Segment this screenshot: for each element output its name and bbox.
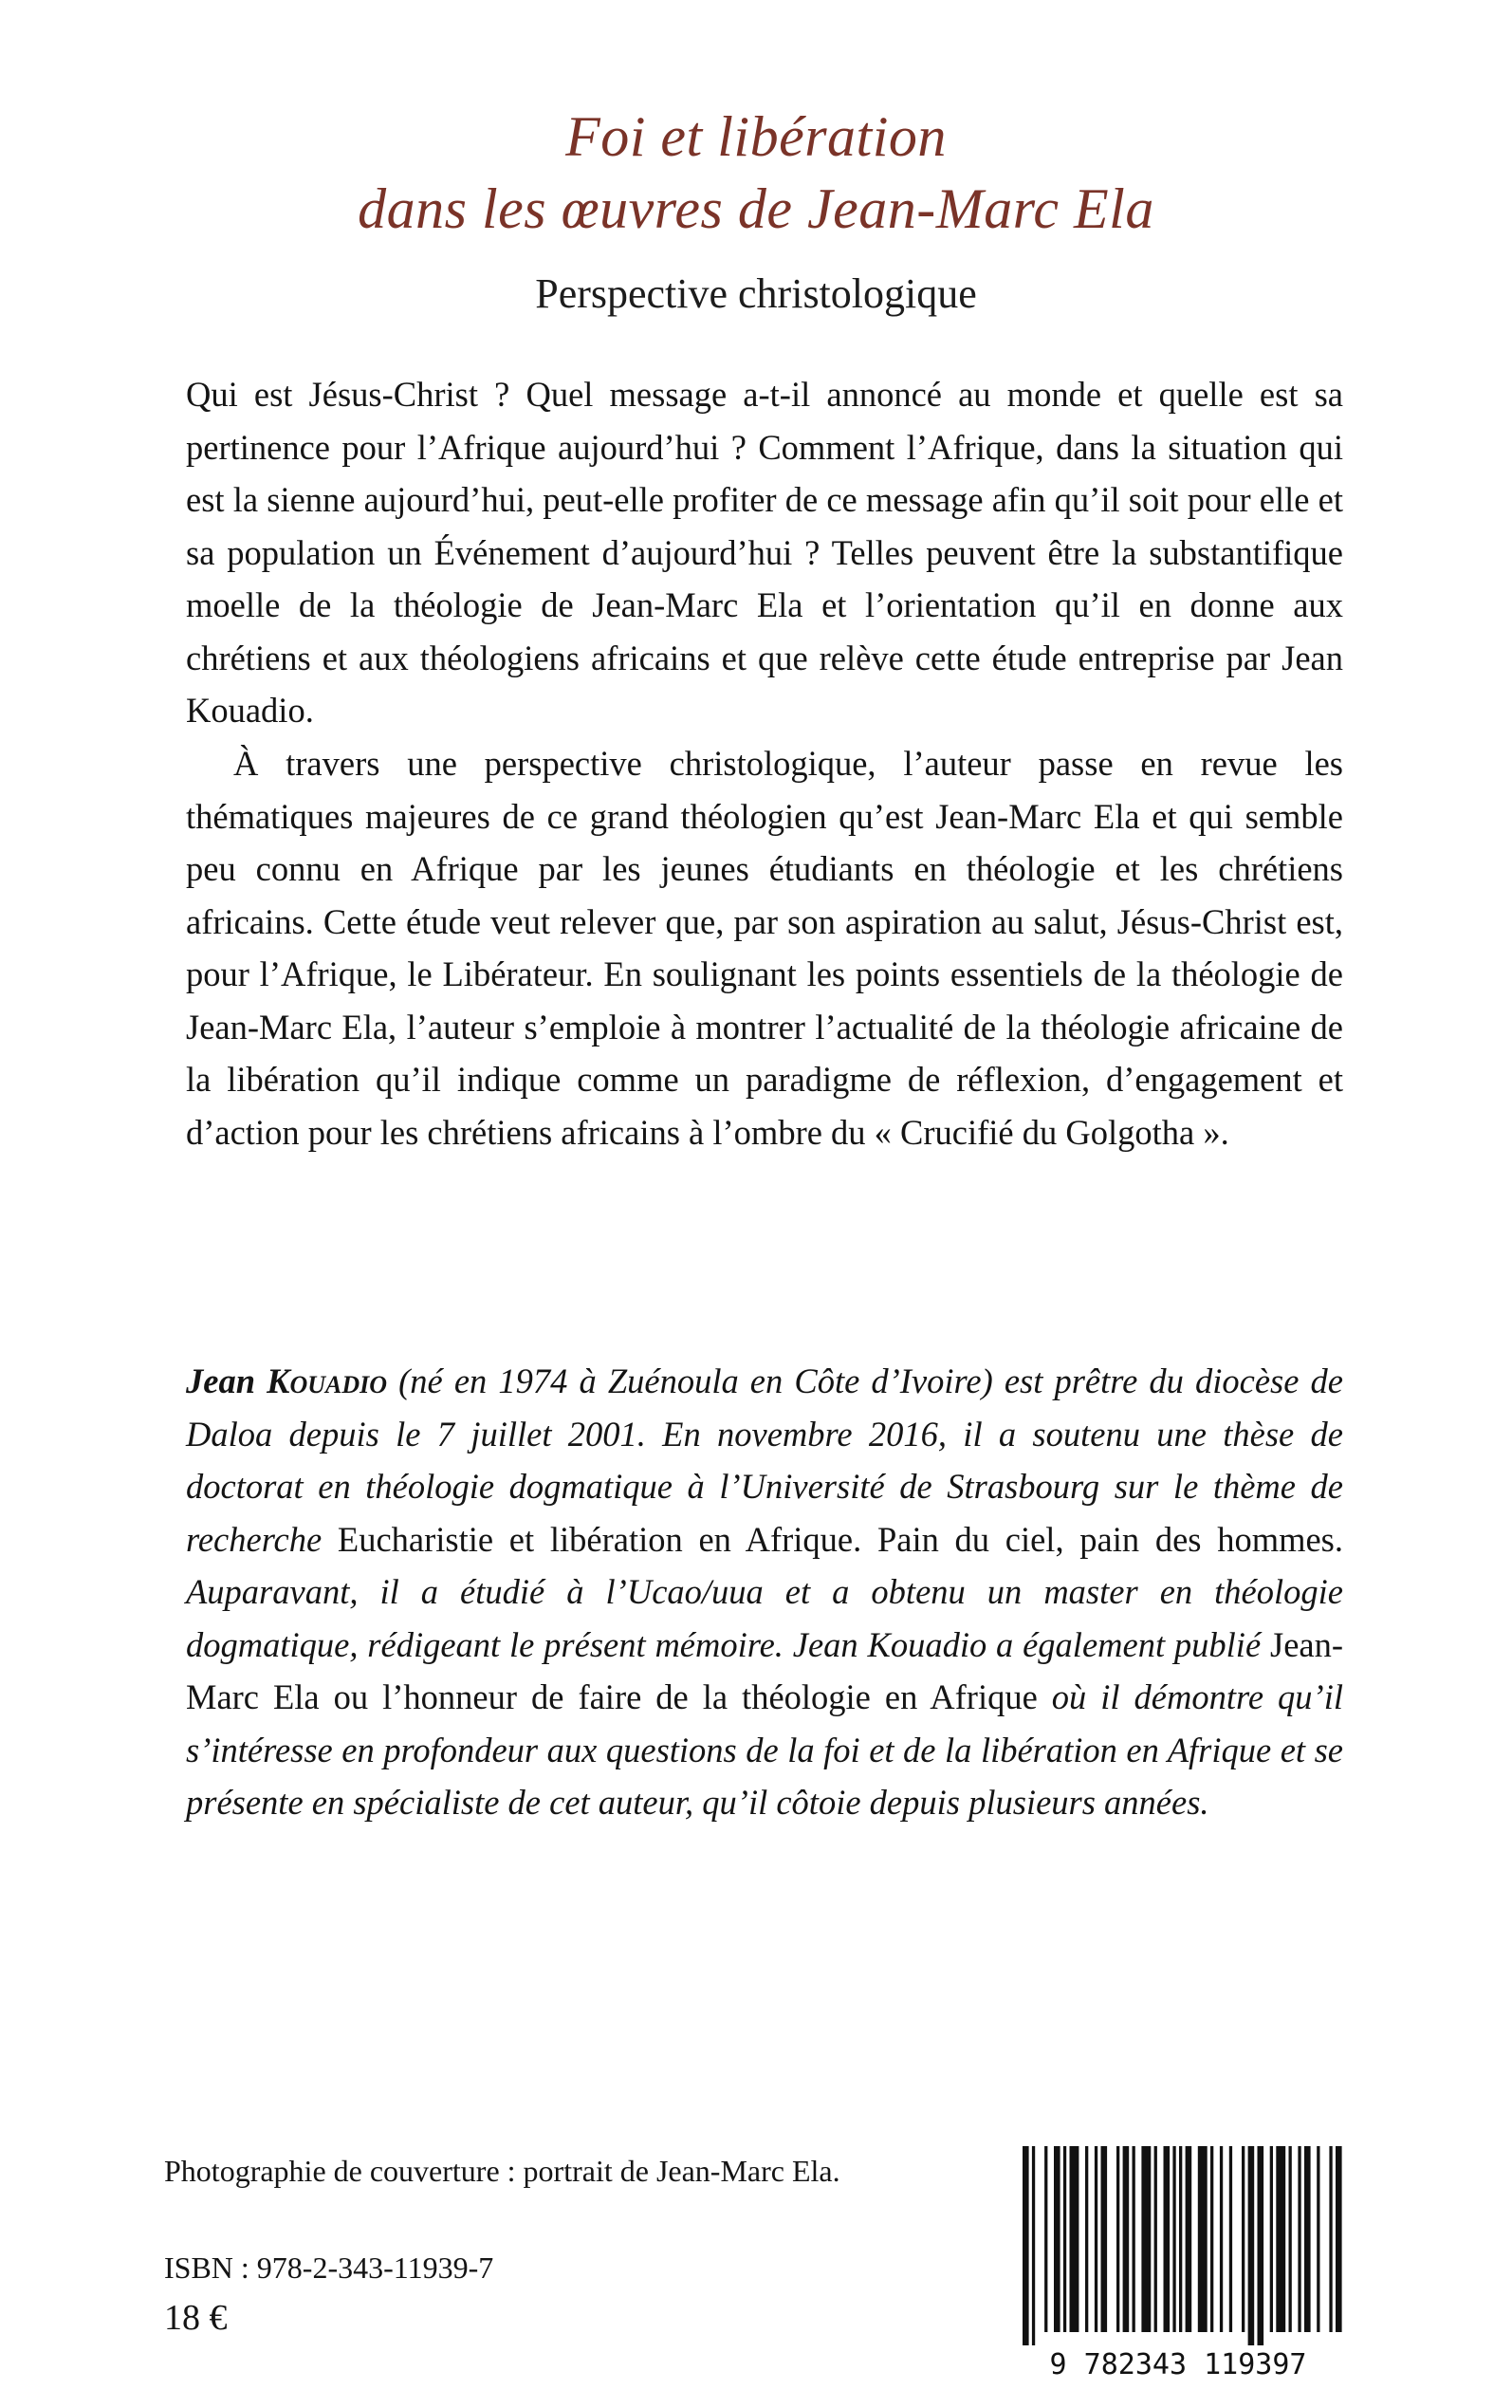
author-first-name: Jean: [186, 1361, 255, 1400]
barcode-bar: [1063, 2146, 1066, 2332]
title-line-2: dans les œuvres de Jean-Marc Ela: [358, 177, 1154, 240]
barcode-bar: [1095, 2146, 1097, 2332]
barcode-bar: [1289, 2146, 1292, 2332]
summary-text-1: Qui est Jésus-Christ ? Quel message a-t-il annoncé au monde et quelle est sa pertinence pour l’Afrique aujourd’hui ? Comment l’Afrique, dans la situation qui est la sienne aujourd’hui, peut-elle profiter de ce message afin qu’il soit pour elle et sa population un Événement d’aujourd’hui ? Telles peuvent être la substantifique moelle de la théologie de Jean-Marc Ela et l’orientation qu’il en donne aux chrétiens et aux théologiens africains et que relève cette étude entreprise par Jean Kouadio.: [186, 375, 1343, 730]
bio-book-title-2: Jean-Marc Ela ou l’honneur de faire de la théologie en Afrique: [186, 1624, 1343, 1716]
title-line-1: Foi et libération: [565, 105, 947, 168]
summary-paragraph-2: [186, 737, 1343, 1158]
barcode-bar: [1276, 2146, 1285, 2332]
barcode-bar: [1154, 2146, 1157, 2332]
barcode-bar: [1179, 2146, 1182, 2332]
barcode-bar: [1032, 2146, 1035, 2345]
barcode-bar: [1054, 2146, 1060, 2332]
barcode-bar: [1317, 2146, 1319, 2332]
barcode-bar: [1229, 2146, 1232, 2332]
isbn: ISBN : 978-2-343-11939-7: [164, 2251, 494, 2285]
barcode-bar: [1210, 2146, 1213, 2332]
barcode-bar: [1198, 2146, 1208, 2332]
barcode-bar: [1220, 2146, 1223, 2332]
barcode-bar: [1298, 2146, 1300, 2332]
price: 18 €: [164, 2298, 228, 2338]
barcode-bar: [1164, 2146, 1171, 2332]
barcode-bar: [1141, 2146, 1151, 2332]
barcode-bar: [1304, 2146, 1311, 2332]
barcode-bar: [1023, 2146, 1029, 2345]
barcode-bar: [1329, 2146, 1332, 2332]
barcode-bar: [1116, 2146, 1119, 2332]
barcode-bar: [1248, 2146, 1255, 2345]
bio-text-2: Auparavant, il a étudié à l’Ucao/uua et a obtenu un master en théologie dogmatique, rédigeant le présent mémoire. Jean Kouadio a également publié: [186, 1572, 1343, 1664]
summary-text-2: À travers une perspective christologique, l’auteur passe en revue les thématiques majeures de ce grand théologien qu’est Jean-Marc Ela et qui semble peu connu en Afrique par les jeunes étudiants en théologie et les chrétiens africains. Cette étude veut relever que, par son aspiration au salut, Jésus-Christ est, pour l’Afrique, le Libérateur. En soulignant les points essentiels de la théologie de Jean-Marc Ela, l’auteur s’emploie à montrer l’actualité de la théologie africaine de la libération qu’il indique comme un paradigme de réflexion, d’engagement et d’action pour les chrétiens africains à l’ombre du « Crucifié du Golgotha ».: [186, 744, 1343, 1152]
summary-paragraph-1: [186, 368, 1343, 737]
barcode-bar: [1133, 2146, 1135, 2332]
barcode-digits: 9 782343 119397: [1049, 2348, 1307, 2381]
author-last-name: Kouadio: [267, 1361, 388, 1400]
barcode-bar: [1258, 2146, 1264, 2345]
barcode-bar: [1044, 2146, 1047, 2332]
bio-book-title-1: Eucharistie et libération en Afrique. Pain du ciel, pain des hommes.: [337, 1519, 1344, 1559]
author-bio: [186, 1355, 1343, 1829]
subtitle: Perspective christologique: [535, 270, 977, 317]
barcode-bar: [1070, 2146, 1079, 2332]
photo-credit: Photographie de couverture : portrait de Jean-Marc Ela.: [164, 2154, 840, 2188]
bio-text-1: (né en 1974 à Zuénoula en Côte d’Ivoire) est prêtre du diocèse de Daloa depuis le 7 juillet 2001. En novembre 2016, il a soutenu une thèse de doctorat en théologie dogmatique à l’Université de Strasbourg sur le thème de recherche: [186, 1361, 1344, 1559]
barcode-bar: [1336, 2146, 1342, 2332]
barcode: [1005, 2144, 1352, 2381]
bio-text-3: où il démontre qu’il s’intéresse en profondeur aux questions de la foi et de la libération en Afrique et se présente en spécialiste de cet auteur, qu’il côtoie depuis plusieurs années.: [186, 1677, 1343, 1822]
barcode-bar: [1172, 2146, 1175, 2332]
barcode-bar: [1123, 2146, 1130, 2332]
barcode-bar: [1101, 2146, 1108, 2332]
barcode-bar: [1242, 2146, 1245, 2332]
barcode-bar: [1270, 2146, 1273, 2332]
barcode-bar: [1085, 2146, 1088, 2332]
barcode-bar: [1186, 2146, 1192, 2332]
